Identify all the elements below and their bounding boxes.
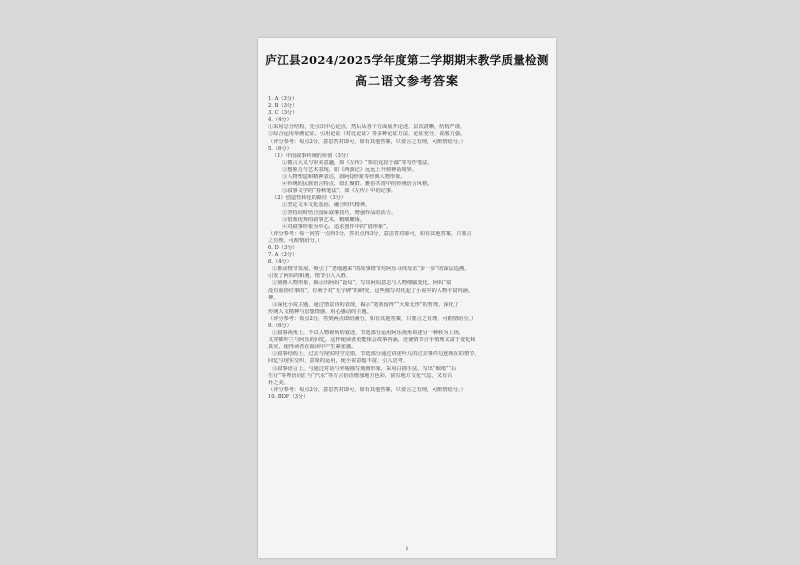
answer-line: ⑤叙事文学的“春秋笔法”，如《左传》中的记事。 <box>282 188 397 195</box>
answer-line: （2）创造性转化的路径（3分） <box>272 195 347 202</box>
answer-body <box>268 96 550 401</box>
answer-line: 9.（6分） <box>268 323 292 329</box>
answer-line: 7. A（3分） <box>268 252 298 259</box>
answer-line: ②刻画人物形象，揭示出阿妈“设局”，写出阿妈意志与人物细腻变化。阿妈“似 <box>272 280 452 287</box>
answer-line: 3. C（3分） <box>268 110 298 117</box>
answer-line: （评分参考：每点2分，答到两点即给满分，如有其他答案，只要言之有理，可酌情给分。） <box>268 315 477 322</box>
answer-sheet-page <box>258 38 556 558</box>
answer-line: ③人物塑造和精神表达，如阿Q形象等经典人物形象。 <box>282 174 406 181</box>
answer-line: （1）中国叙事传统的价值（3分） <box>272 152 352 159</box>
answer-line: 神。 <box>268 294 279 301</box>
answer-line: ②想象力与艺术表现，如《西游记》远远上升到神话境界。 <box>282 166 417 173</box>
answer-line: 4.（4分） <box>268 117 292 124</box>
answer-line: ①叙事视角上，不以人物视角的叙述，节选部分运用阿乐视角讲述另一种转为上场， <box>272 330 464 337</box>
answer-line: ④传统的民族语言特点，如汇聚群、雅俗共赏中的传统语言风格。 <box>282 181 433 188</box>
answer-line: （评分参考：每一问答一点得1分，答出点得3分，意思答对即可，如有其他答案，只要言 <box>268 230 472 237</box>
answer-line: ③叙事语言上，与通过对话与外貌描写刻画形象，采用白描手法，写出“烟雨”“后 <box>272 365 457 372</box>
answer-line: （评分参考：每点2分，意思答对即可，如有其他答案，只要言之有理，可酌情给分。） <box>268 138 466 145</box>
answer-line: 回忆与现实交织，意象的运用，使小说意蕴丰富，引人思考。 <box>268 358 409 365</box>
answer-line: ①推动情节发展，吸引了“老地越来”的故事情节对阿乐寻找母亲“步一步”的深层追溯， <box>272 266 470 273</box>
answer-line: ②坚持同时结合国际叙事技巧，增强作品的活力。 <box>282 209 397 216</box>
document-title: 庐江县2024/2025学年度第二学期期末教学质量检测 <box>265 53 549 67</box>
answer-line: 6. D（3分） <box>268 244 298 251</box>
answer-line: 2. B（3分） <box>268 103 298 110</box>
answer-line: 真实，使得读者在阅读中产生紧张感。 <box>268 344 357 351</box>
answer-line: 5.（6分） <box>268 145 292 152</box>
answer-line: 又穿插叶兰与阿乐的回忆，这样使读者更能体会故事内涵，还使情节合乎情理又富于变化和 <box>268 337 476 344</box>
answer-line: 10. BDF（3分） <box>268 393 309 400</box>
answer-line: 生仔”等粤语词汇与“汽水”等方言俗语增加地方色彩，富有地方文化气息，又有古 <box>268 372 453 379</box>
answer-line: 没有重拾往事的”，有利于对“无字碑”的研究，这些描写对托起了小说中的人物丰富内涵。 <box>268 287 474 294</box>
answer-line: ①坚定文本文化基因，融合时代精神。 <box>282 202 371 209</box>
page-number: 1 <box>405 546 409 552</box>
answer-line: 之有理，可酌情给分。） <box>268 237 323 244</box>
answer-line: 引发了阿妈的相遇，情节引人入胜。 <box>268 273 352 280</box>
answer-line: 8.（4分） <box>268 259 292 266</box>
answer-line: 传统人文精神与思想情感，用心感动的主题。 <box>268 308 372 315</box>
answer-line: ①微言大义与审美意趣，如《左传》“郑伯克段于鄢”等写作笔法。 <box>282 159 433 166</box>
answer-line: ③深化小说主题，通过情景诗的表现，揭示“笔墨留得”“大象无形”的哲理，深化了 <box>272 301 459 308</box>
answer-line: ①采用总分结构，先引出中心论点，然后从各个方面展开论述，层次清晰，结构严谨。 <box>268 124 466 131</box>
answer-line: ③借鉴优秀的叙事艺术，精细雕琢。 <box>282 216 366 223</box>
answer-line: 朴之美。 <box>268 379 289 386</box>
document-subtitle: 高二语文参考答案 <box>354 74 459 88</box>
answer-line: （评分参考：每点2分，意思答对即可，如有其他答案，只要言之有理，可酌情给分。） <box>268 386 466 393</box>
answer-line: 1. A（3分） <box>268 96 298 102</box>
answer-line: ②叙事结构上，过去与现实时空交错，节选部分通过讲述叶儿的过去事件勾连现在的情节， <box>272 351 480 358</box>
answer-line: ④对叙事形象为中心，追求创作中的“借形象”。 <box>282 223 392 230</box>
answer-line: ②综合运用举例论证、引用论证（对比论证）等多种论证方法，论证充分，说服力强。 <box>268 131 466 138</box>
